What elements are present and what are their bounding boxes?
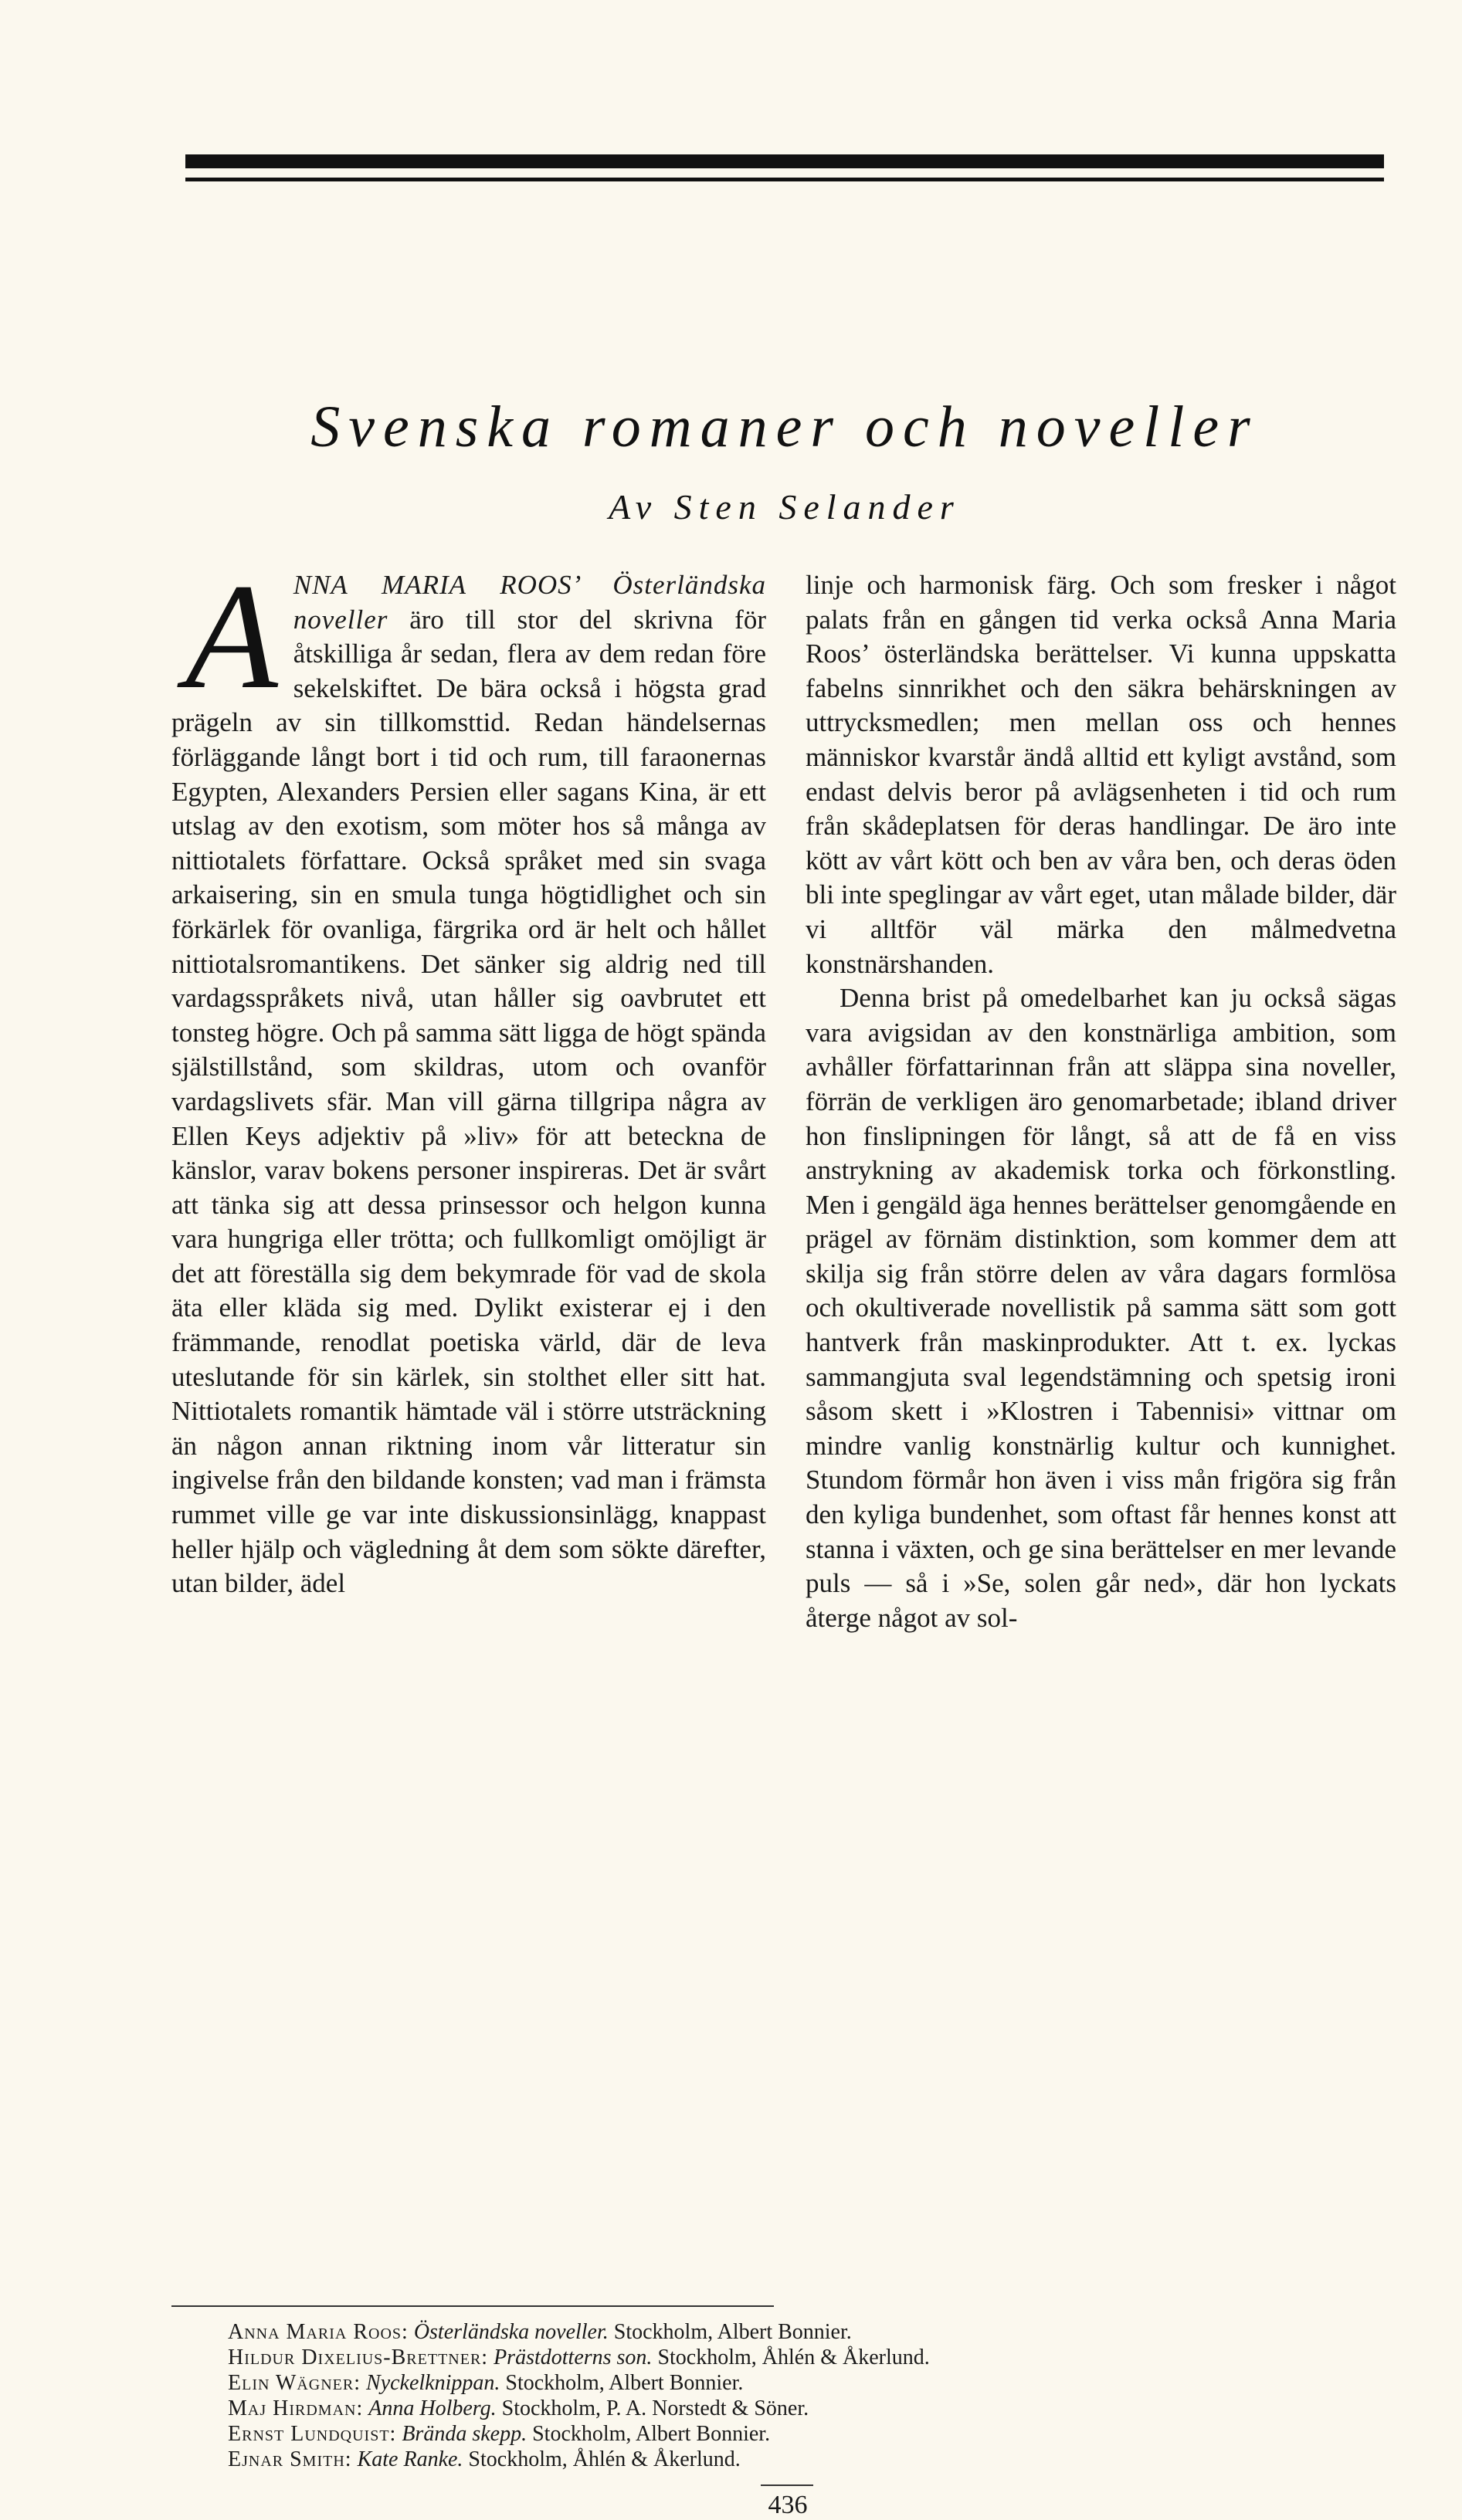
header-rule-thick [185,154,1384,168]
reference-item: Ejnar Smith: Kate Ranke. Stockholm, Åhlén & Åkerlund. [228,2447,741,2471]
lead-italic: NNA MARIA ROOS’ Österländska noveller [293,570,766,635]
footnote-separator [171,2305,774,2307]
page-number-rule [761,2484,813,2486]
column-left [171,553,766,1601]
right-paragraph-1: linje och harmonisk färg. Och som fresker i något palats från en gången tid verka också Anna Maria Roos’ österländska berättelser. Vi kunna uppskatta fabelns sinnrikhet och den säkra behärskningen av uttrycksmedlen; men mellan oss och hennes människor kvarstår ändå alltid ett kyligt avstånd, som endast delvis beror på avlägsenheten i tid och rum från skådeplatsen för deras handlingar. De äro inte kött av vårt kött och ben av våra ben, och deras öden bli inte speglingar av vårt eget, utan målade bilder, där vi alltför väl märka den målmedvetna konstnärshanden. [806,570,1396,979]
right-paragraph-2: Denna brist på omedelbarhet kan ju också sägas vara avigsidan av den konstnärliga ambition, som avhåller författarinnan från att släppa sina noveller, förrän de verkligen äro genomarbetade; ibland driver hon finslipningen för långt, så att de få en viss anstrykning av akademisk torka och förkonstling. Men i gengäld äga hennes berättelser genomgående en prägel av förnäm distinktion, som kommer dem att skilja sig från större delen av våra dagars formlösa och okultiverade novellistik på samma sätt som gott hantverk från maskinprodukter. Att t. ex. lyckas sammangjuta sval legendstämning och spetsig ironi såsom skett i »Klostren i Tabennisi» vittnar om mindre vanlig konstnärlig kultur och kunnighet. Stundom förmår hon även i viss mån frigöra sig från den kyliga bundenhet, som oftast får hennes konst att stanna i växten, och ge sina berättelser en mer levande puls — så i »Se, solen går ned», där hon lyckats återge något av sol- [806,983,1396,1633]
left-column-text: äro till stor del skrivna för åtskilliga år sedan, flera av dem redan före sekelskiftet. De bära också i högsta grad prägeln av sin tillkomsttid. Redan händelsernas förläggande långt bort i tid och rum, till faraonernas Egypten, Alexanders Persien eller sagans Kina, är ett utslag av den exotism, som möter hos så många av nittiotalets författare. Också språket med sin svaga arkaisering, sin en smula tunga högtidlighet och sin förkärlek för ovanliga, färgrika ord är helt och hållet nittiotalsromantikens. Det sänker sig aldrig ned till vardagsspråkets nivå, utan håller sig oavbrutet ett tonsteg högre. Och på samma sätt ligga de högt spända själstillstånd, som skildras, utom och ovanför vardagslivets sfär. Man vill gärna tillgripa några av Ellen Keys adjektiv på »liv» för att beteckna de känslor, varav bokens personer inspireras. Det är svårt att tänka sig att dessa prinsessor och helgon kunna vara hungriga eller trötta; och fullkomligt omöjligt är det att föreställa sig dem bekymrade för vad de skola äta eller kläda sig med. Dylikt existerar ej i den främmande, renodlat poetiska värld, där de leva uteslutande för sin kärlek, sin stolthet eller sitt hat. Nittiotalets romantik hämtade väl i större utsträckning än någon annan riktning inom vår litteratur sin ingivelse från den bildande konsten; vad man i främsta rummet ville ge var inte diskussionsinlägg, knappast heller hjälp och vägledning åt dem som sökte därefter, utan bilder, ädel [171,604,766,1599]
article-title: Svenska romaner och noveller [310,395,1259,459]
drop-cap: A [185,553,278,720]
header-rule-thin [185,178,1384,181]
reference-item: Maj Hirdman: Anna Holberg. Stockholm, P. A. Norstedt & Söner. [228,2396,809,2420]
reference-list [228,2319,930,2472]
article-byline: Av Sten Selander [609,487,961,527]
reference-item: Ernst Lundquist: Brända skepp. Stockholm, Albert Bonnier. [228,2422,771,2446]
reference-item: Hildur Dixelius-Brettner: Prästdotterns son. Stockholm, Åhlén & Åkerlund. [228,2346,930,2369]
reference-item: Anna Maria Roos: Österländska noveller. Stockholm, Albert Bonnier. [228,2320,852,2344]
reference-item: Elin Wägner: Nyckelknippan. Stockholm, Albert Bonnier. [228,2371,744,2395]
column-right [806,568,1396,1635]
page-number: 436 [768,2491,808,2519]
opening-paragraph [171,553,766,1601]
